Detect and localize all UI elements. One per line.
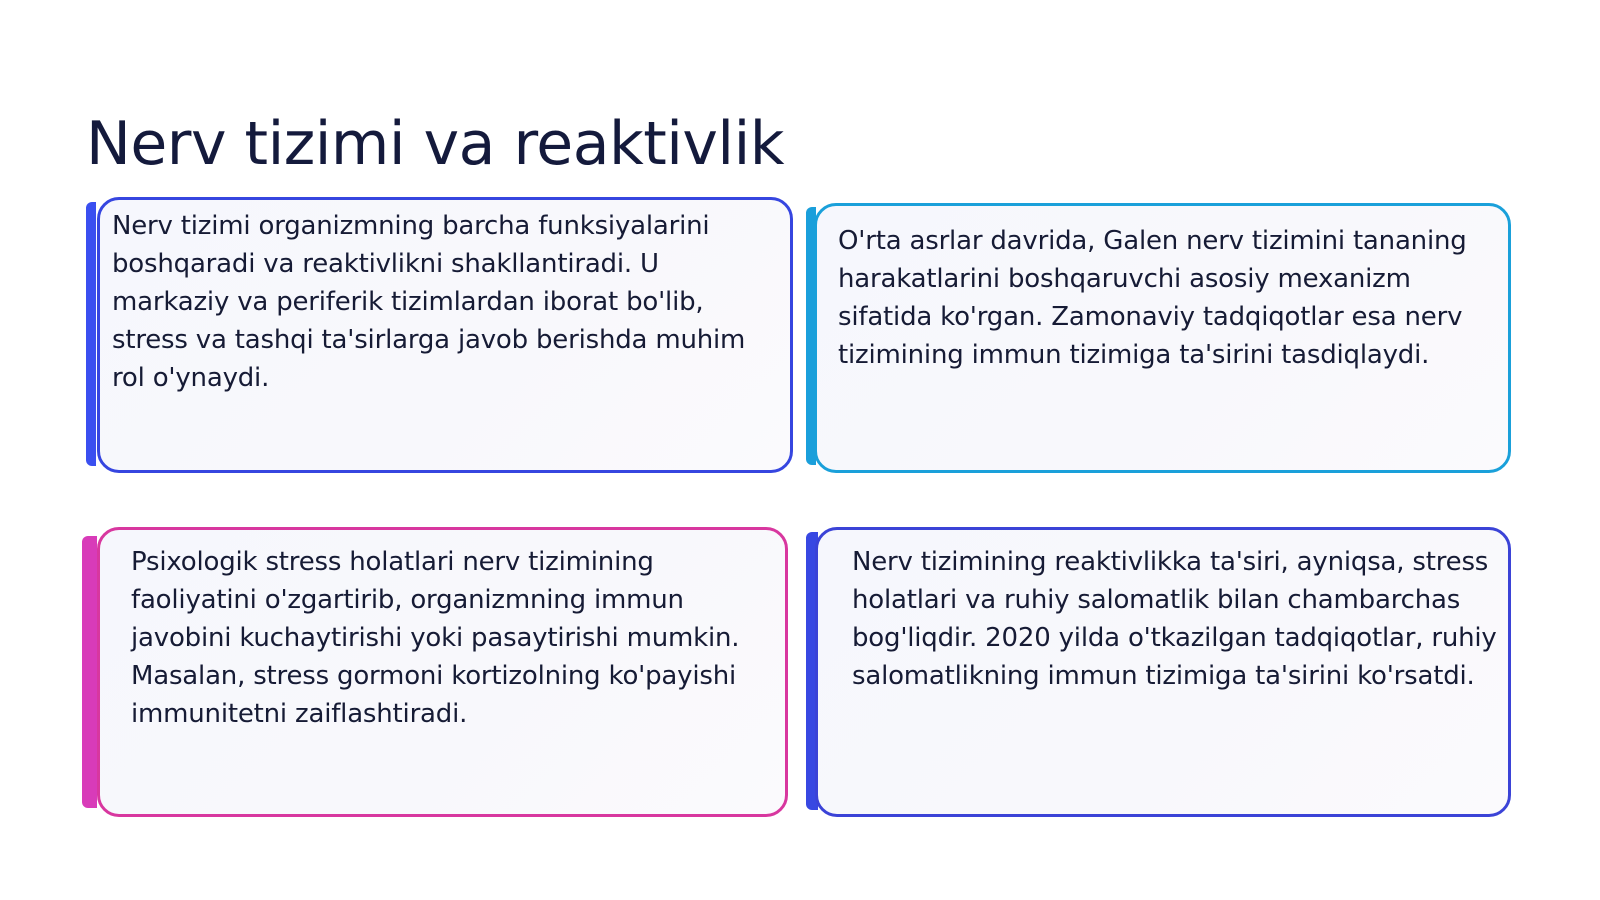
card-text: Psixologik stress holatlari nerv tizimining faoliyatini o'zgartirib, organizmning immun javobini kuchaytirishi yoki pasaytirishi mumkin. Masalan, stress gormoni kortizolning ko'payishi immunitetni zaiflashtiradi. (131, 547, 740, 729)
card-accent-bar (86, 202, 96, 466)
card-text: O'rta asrlar davrida, Galen nerv tizimini tananing harakatlarini boshqaruvchi asosiy mexanizm sifatida ko'rgan. Zamonaviy tadqiqotlar esa nerv tizimining immun tizimiga ta'sirini tasdiqlaydi. (838, 226, 1467, 370)
card-text: Nerv tizimi organizmning barcha funksiyalarini boshqaradi va reaktivlikni shakllantiradi. U markaziy va periferik tizimlardan iborat bo'lib, stress va tashqi ta'sirlarga javob berishda muhim rol o'ynaydi. (112, 211, 746, 393)
card-text: Nerv tizimining reaktivlikka ta'siri, ayniqsa, stress holatlari va ruhiy salomatlik bilan chambarchas bog'liqdir. 2020 yilda o'tkazilgan tadqiqotlar, ruhiy salomatlikning immun tizimiga ta'sirini ko'rsatdi. (852, 547, 1497, 691)
slide-title: Nerv tizimi va reaktivlik (86, 109, 785, 179)
card-accent-bar (82, 536, 97, 808)
